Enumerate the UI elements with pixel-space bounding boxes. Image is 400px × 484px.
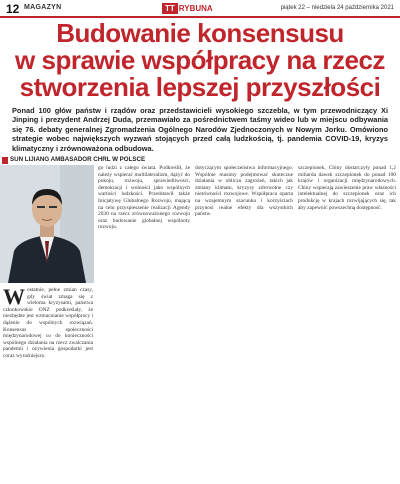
- photo-caption: [0, 156, 400, 165]
- masthead: [0, 0, 400, 16]
- page-number: 12: [6, 2, 20, 16]
- headline-line-2: w sprawie współpracy na rzecz: [15, 45, 385, 75]
- article-lead: Ponad 100 głów państw i rządów oraz przedstawicieli wysokiego szczebla, w tym przewodniczący Xi Jinping i prezydent Andrzej Duda, przemawiało za pośrednictwem taśmy wideo lub w miejscu odbywania się 76. debaty generalnej Zgromadzenia Ogólnego Narodów Zjednoczonych w Nowym Jorku. Omówiono strategie wobec największych wyzwań stojących przed całą ludzkością, tj. pandemia COVID-19, kryzys klimatyczny i zrównoważona odbudowa.: [12, 106, 388, 153]
- caption-text: SUN LIJIANG AMBASADOR CHRL W POLSCE: [10, 156, 146, 163]
- headline-line-3: stworzenia lepszej przyszłości: [19, 72, 381, 102]
- ambassador-photo: [0, 165, 94, 283]
- article-column-1: [3, 287, 93, 481]
- newspaper-logo: [162, 3, 213, 14]
- article-headline: [0, 20, 400, 101]
- article-column-4: szczepionek, Chiny dostarczyły ponad 1,2 miliarda dawek szczepionek do ponad 100 krajów i organizacji międzynarodowych. Chiny wspierają zawieszenie praw własności intelektualnej do szczepionek oraz ich produkcję w krajach rozwijających się, tak aby zapewnić powszechną dostępność.: [298, 165, 396, 211]
- caption-marker: [2, 157, 8, 164]
- article-column-2: go ludzi z całego świata. Podkreślił, że należy wspierać multilateralizm, dążyć do pokoju, rozwoju, sprawiedliwości, demokracji i wolności jako wspólnych wartości ludzkości. Przedstawił także Inicjatywę Globalnego Rozwoju, mającą na celu przyspieszenie realizacji Agendy 2030 na rzecz zrównoważonego rozwoju oraz budowanie globalnej wspólnoty rozwoju.: [98, 165, 190, 231]
- logo-text: RYBUNA: [178, 4, 213, 13]
- headline-line-1: Budowanie konsensusu: [56, 18, 344, 48]
- portrait-illustration: [0, 165, 94, 283]
- logo-box: TT: [162, 3, 178, 14]
- column-1-text: ostatnie, pełne zmian czasy, gdy świat zmaga się z wieloma kryzysami, państwa członkowskie ONZ podkreślały, że niezbędne jest wzmacnianie współpracy i dążenie do wspólnych rozwiązań. Konsensus społeczności międzynarodowej co do konieczności wspólnego działania na rzecz zwalczania pandemii i ożywienia gospodarki jest coraz wyraźniejszy.: [3, 287, 93, 359]
- section-label: MAGAZYN: [24, 4, 62, 11]
- drop-cap: W: [3, 287, 25, 309]
- article-column-3: dotyczącym społeczeństwa informacyjnego. Wspólnie musimy podejmować skuteczne działania w obliczu zagrożeń, takich jak zmiany klimatu, kryzysy zdrowotne czy nierówności rozwojowe. Współpraca oparta na wzajemnym szacunku i korzyściach przynosi realne efekty dla wszystkich państw.: [195, 165, 293, 218]
- issue-date: piątek 22 – niedziela 24 października 2021: [280, 5, 394, 11]
